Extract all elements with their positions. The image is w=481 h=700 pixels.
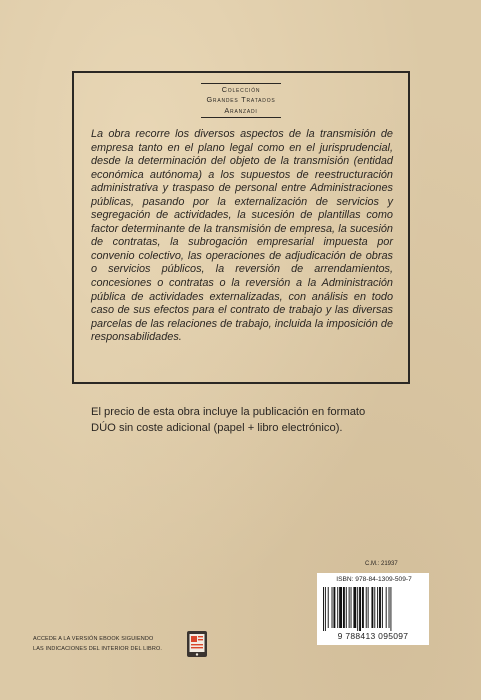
ebook-line-1: ACCEDE A LA VERSIÓN EBOOK SIGUIENDO	[33, 636, 154, 642]
price-note-line-1: El precio de esta obra incluye la publicación en formato	[91, 406, 366, 418]
collection-line-1: Colección	[221, 85, 261, 94]
ebook-device-icon	[186, 630, 208, 658]
price-note-line-2: DÚO sin coste adicional (papel + libro electrónico).	[91, 422, 343, 434]
barcode-icon	[321, 587, 425, 631]
cm-code: C.M.: 21937	[365, 561, 398, 567]
collection-line-3: Aranzadi	[224, 105, 258, 115]
ebook-line-2: LAS INDICACIONES DEL INTERIOR DEL LIBRO.	[33, 645, 163, 652]
book-blurb: La obra recorre los diversos aspectos de la transmisión de empresa tanto en el plano legal como en el jurisprudencial, desde la determinación del objeto de la transmisión (entidad económica autónoma) a los supuestos de reestructuración administrativa y traspaso de personal entre Administraciones públicas, pasando por la externalización de servicios y segregación de actividades, la sucesión de plantillas como factor determinante de la transmisión de empresa, la sucesión de contratas, la subrogación empresarial impuesta por convenio colectivo, las operaciones de adjudicación de obras o servicios públicos, la reversión de arrendamientos, concesiones o contratas o la reversión a la Administración pública de actividades externalizadas, con análisis en todo caso de sus efectos para el contrato de trabajo y las diversas parcelas de las relaciones de trabajo, incluida la imposición de responsabilidades.	[91, 128, 393, 344]
price-note	[91, 404, 391, 436]
barcode-number: 9 788413 095097	[337, 631, 409, 641]
ebook-instructions	[33, 635, 193, 654]
collection-rule-top	[201, 83, 281, 84]
barcode-block	[317, 573, 429, 645]
collection-line-2: Grandes Tratados	[206, 95, 276, 105]
isbn-label: ISBN: 978-84-1309-509-7	[336, 576, 412, 583]
collection-rule-bottom	[201, 117, 281, 118]
collection-label	[201, 82, 281, 119]
description-frame	[72, 71, 410, 384]
